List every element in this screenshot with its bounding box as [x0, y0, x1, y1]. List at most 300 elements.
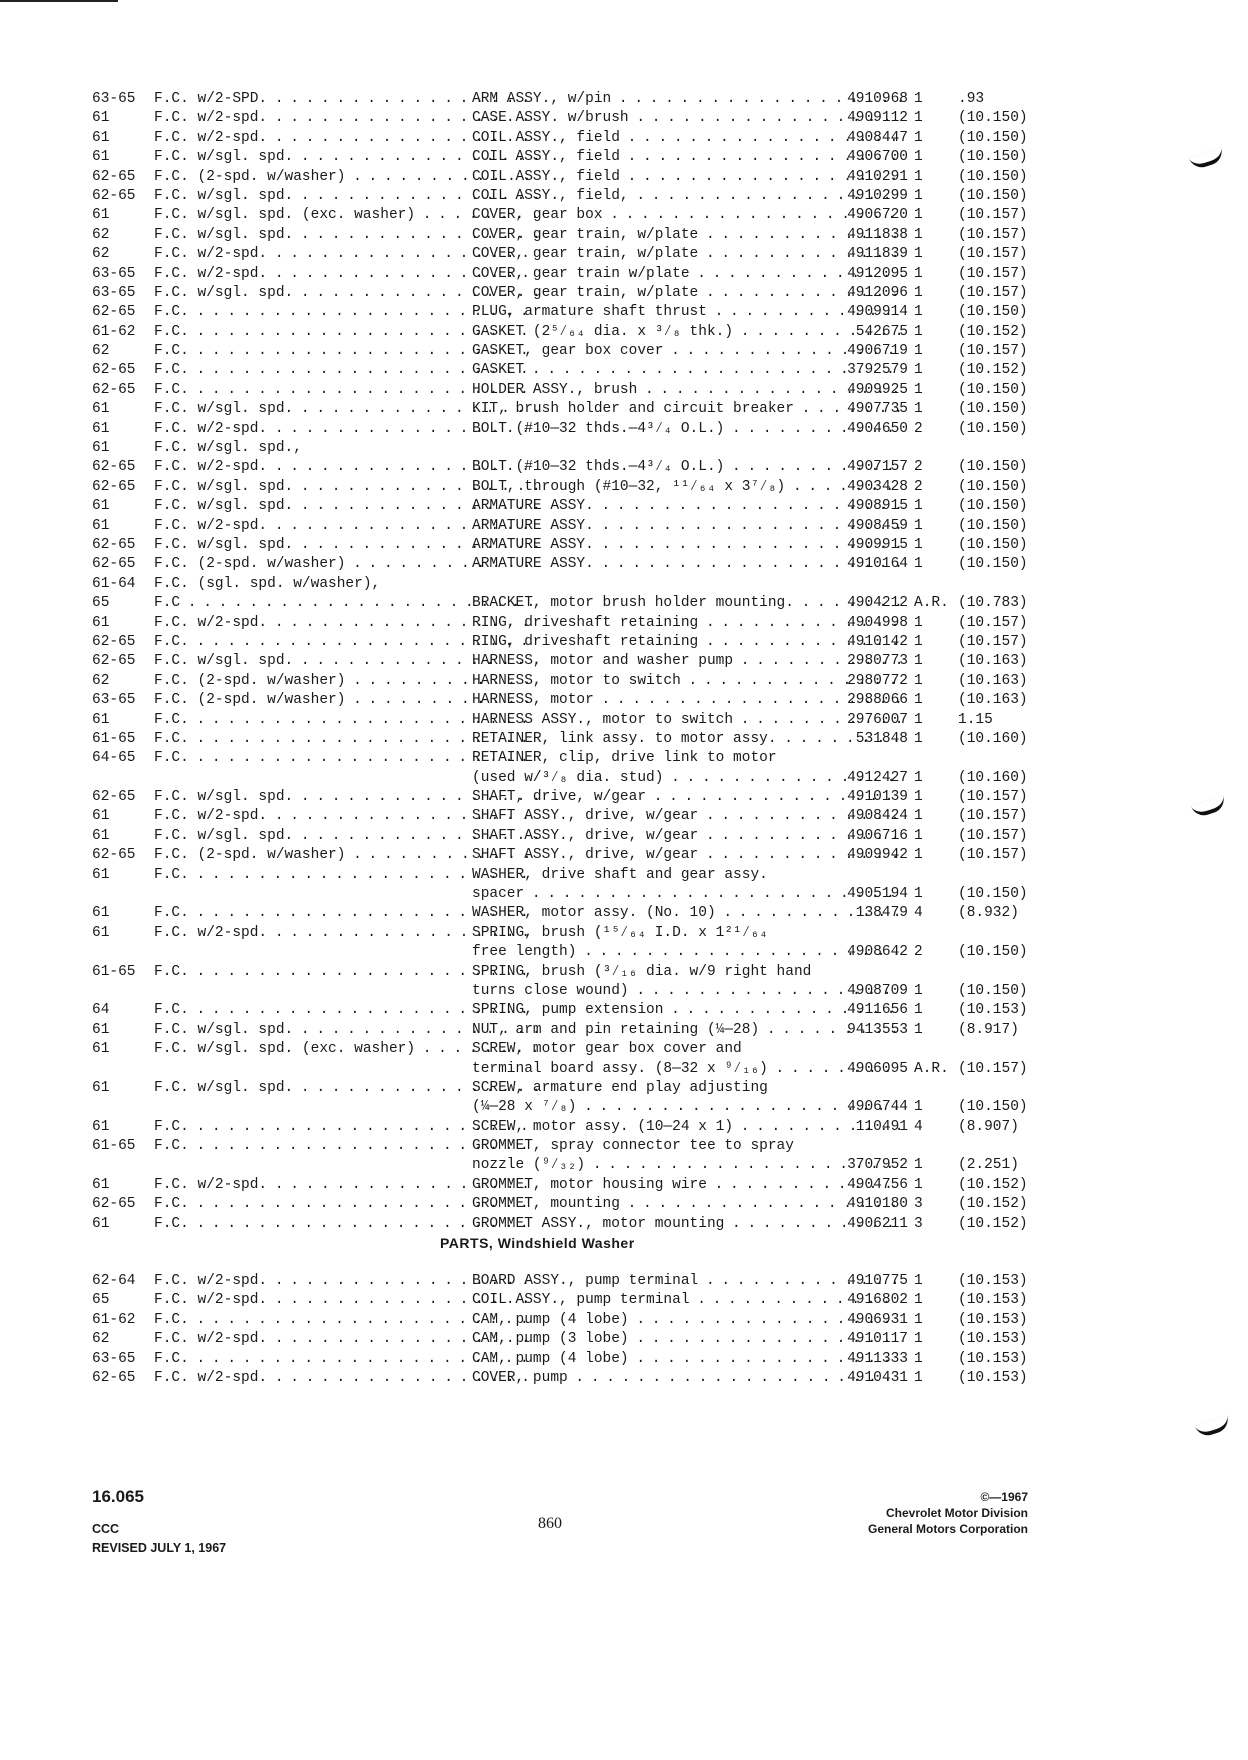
- model-cell: F.C. w/2-spd. . . .: [154, 1272, 538, 1291]
- table-row: [92, 904, 1019, 923]
- binder-hole-mark: [1189, 147, 1226, 171]
- quantity-cell: 1: [914, 110, 923, 127]
- description-cell: COIL ASSY., pump terminal . . .: [472, 1291, 902, 1310]
- part-number-cell: 3707952: [847, 1157, 908, 1174]
- group-cell: (10.157): [958, 226, 1028, 243]
- year-cell: 63-65: [92, 91, 136, 107]
- table-row: [92, 148, 1028, 167]
- model-cell: F.C. w/sgl. spd. (exc. washer) . . .: [154, 206, 538, 225]
- quantity-cell: 1: [914, 187, 923, 204]
- quantity-cell: 1: [914, 284, 923, 301]
- group-cell: (10.150): [958, 517, 1028, 534]
- model-cell: F.C. w/2-spd. . . .: [154, 458, 538, 477]
- description-cell: (used w/³⁄₈ dia. stud) . . .: [472, 769, 902, 788]
- group-cell: .93: [958, 91, 985, 107]
- year-cell: 62-65: [92, 789, 136, 806]
- part-number-cell: 4903428: [847, 478, 908, 495]
- table-row: [92, 846, 1028, 865]
- quantity-cell: A.R.: [914, 595, 949, 612]
- description-cell: ARMATURE ASSY. . . .: [472, 517, 902, 536]
- year-cell: 62-64: [92, 1273, 136, 1289]
- quantity-cell: 2: [914, 459, 923, 476]
- model-cell: F.C. w/sgl. spd. . . .: [154, 497, 538, 516]
- description-cell: WASHER, drive shaft and gear assy.: [472, 866, 768, 883]
- year-cell: 62-65: [92, 633, 136, 650]
- quantity-cell: 2: [914, 420, 923, 437]
- quantity-cell: 1: [914, 207, 923, 224]
- quantity-cell: 1: [914, 982, 923, 999]
- year-cell: 61: [92, 1021, 110, 1038]
- table-row: [92, 575, 1012, 594]
- table-row: [92, 400, 1028, 419]
- year-cell: 61: [92, 149, 110, 166]
- group-cell: (10.150): [958, 304, 1028, 321]
- group-cell: (10.160): [958, 730, 1028, 747]
- model-cell: F.C. w/sgl. spd. . . .: [154, 827, 538, 846]
- year-cell: 61: [92, 1118, 110, 1135]
- model-cell: F.C. w/2-spd. . . .: [154, 1330, 538, 1349]
- quantity-cell: 1: [914, 1292, 923, 1309]
- table-row: [92, 1079, 1012, 1098]
- table-row: [92, 1040, 1012, 1059]
- description-cell: HARNESS, motor . . .: [472, 691, 902, 710]
- model-cell: F.C. w/2-spd. . . .: [154, 109, 538, 128]
- table-row: [92, 90, 1012, 109]
- model-cell: F.C. w/2-spd. . . .: [154, 1291, 538, 1310]
- group-cell: (10.150): [958, 556, 1028, 573]
- part-number-cell: 4911656: [847, 1002, 908, 1019]
- table-row: [92, 982, 1028, 1001]
- description-cell: spacer . . .: [472, 885, 902, 904]
- description-cell: BRACKET, motor brush holder mounting. . . .: [472, 594, 902, 613]
- year-cell: 61: [92, 129, 110, 146]
- table-row: [92, 284, 1028, 303]
- model-cell: F.C. w/sgl. spd. . . .: [154, 788, 538, 807]
- year-cell: 61: [92, 1079, 110, 1096]
- group-cell: (10.150): [958, 944, 1028, 961]
- year-cell: 63-65: [92, 692, 136, 709]
- year-cell: 61: [92, 614, 110, 631]
- model-cell: F.C. w/sgl. spd. . . .: [154, 652, 538, 671]
- part-number-cell: 4910142: [847, 633, 908, 650]
- group-cell: (2.251): [958, 1157, 1019, 1174]
- description-cell: WASHER, motor assy. (No. 10) . . .: [472, 904, 902, 923]
- table-row: [92, 788, 1028, 807]
- group-cell: (10.152): [958, 1215, 1028, 1232]
- model-cell: F.C. w/sgl. spd. . . .: [154, 1079, 538, 1098]
- quantity-cell: 1: [914, 1273, 923, 1289]
- part-number-cell: 4908915: [847, 498, 908, 515]
- table-row: [92, 226, 1028, 245]
- year-cell: 62: [92, 1331, 110, 1348]
- model-cell: F.C. w/sgl. spd. . . .: [154, 148, 538, 167]
- group-cell: (10.150): [958, 149, 1028, 166]
- part-number-cell: 4910180: [847, 1196, 908, 1213]
- year-cell: 62: [92, 343, 110, 360]
- year-cell: 64-65: [92, 750, 136, 767]
- year-cell: 65: [92, 1292, 110, 1309]
- part-number-cell: 4911333: [847, 1350, 908, 1367]
- model-cell: F.C. . . .: [154, 1118, 538, 1137]
- table-row: [92, 1021, 1019, 1040]
- part-number-cell: 4908642: [847, 944, 908, 961]
- model-cell: F.C. w/sgl. spd. . . .: [154, 284, 538, 303]
- group-cell: (10.150): [958, 982, 1028, 999]
- model-cell: F.C. . . .: [154, 323, 538, 342]
- part-number-cell: 9413553: [847, 1021, 908, 1038]
- part-number-cell: 4910139: [847, 789, 908, 806]
- quantity-cell: 1: [914, 769, 923, 786]
- binder-hole-mark: [1191, 795, 1228, 819]
- group-cell: (10.153): [958, 1273, 1028, 1289]
- part-number-cell: 4916802: [847, 1292, 908, 1309]
- part-number-cell: 4910164: [847, 556, 908, 573]
- table-row: [92, 1176, 1028, 1195]
- quantity-cell: 1: [914, 1331, 923, 1348]
- quantity-cell: 1: [914, 789, 923, 806]
- part-number-cell: 4910775: [847, 1273, 908, 1289]
- table-row: [92, 265, 1028, 284]
- part-number-cell: 4906719: [847, 343, 908, 360]
- part-number-cell: 2980773: [847, 653, 908, 670]
- description-cell: GROMMET, motor housing wire . . .: [472, 1176, 902, 1195]
- group-cell: (10.157): [958, 633, 1028, 650]
- table-row: [92, 109, 1028, 128]
- quantity-cell: A.R.: [914, 1060, 949, 1077]
- part-number-cell: 110491: [855, 1118, 908, 1135]
- group-cell: (10.157): [958, 343, 1028, 360]
- quantity-cell: 1: [914, 149, 923, 166]
- year-cell: 61-65: [92, 730, 136, 747]
- description-cell: free length) . . .: [472, 943, 902, 962]
- model-cell: F.C. w/2-spd. . . .: [154, 517, 538, 536]
- quantity-cell: 1: [914, 362, 923, 379]
- quantity-cell: 1: [914, 381, 923, 398]
- part-number-cell: 4912096: [847, 284, 908, 301]
- quantity-cell: 1: [914, 614, 923, 631]
- group-cell: (8.907): [958, 1118, 1019, 1135]
- part-number-cell: 4906931: [847, 1311, 908, 1328]
- table-row: [92, 555, 1028, 574]
- quantity-cell: 1: [914, 1099, 923, 1116]
- model-cell: F.C. (2-spd. w/washer) . . .: [154, 168, 538, 187]
- year-cell: 61: [92, 711, 110, 728]
- year-cell: 61: [92, 420, 110, 437]
- table-row: [92, 439, 1012, 458]
- model-cell: F.C. . . .: [154, 1215, 538, 1234]
- year-cell: 61: [92, 866, 110, 883]
- table-row: [92, 1215, 1028, 1234]
- year-cell: 61-64: [92, 575, 136, 592]
- year-cell: 62-65: [92, 536, 136, 553]
- part-number-cell: 2988066: [847, 692, 908, 709]
- group-cell: (10.152): [958, 1196, 1028, 1213]
- quantity-cell: 1: [914, 1350, 923, 1367]
- group-cell: (10.157): [958, 614, 1028, 631]
- part-number-cell: 2976007: [847, 711, 908, 728]
- group-cell: (10.150): [958, 886, 1028, 903]
- description-cell: SCREW, motor gear box cover and: [472, 1041, 742, 1058]
- part-number-cell: 4909915: [847, 536, 908, 553]
- table-row: [92, 1137, 1012, 1156]
- table-row: [92, 478, 1028, 497]
- table-row: [92, 730, 1028, 749]
- year-cell: 61: [92, 924, 110, 941]
- year-cell: 61: [92, 1041, 110, 1058]
- table-row: [92, 924, 1012, 943]
- model-cell: F.C. . . .: [154, 1311, 538, 1330]
- part-number-cell: 4912427: [847, 769, 908, 786]
- description-cell: CAM, pump (4 lobe) . . .: [472, 1311, 902, 1330]
- group-cell: (10.153): [958, 1369, 1028, 1386]
- description-cell: nozzle (⁹⁄₃₂) . . .: [472, 1156, 902, 1175]
- group-cell: (10.157): [958, 207, 1028, 224]
- table-row: [92, 1330, 1028, 1349]
- group-cell: (10.150): [958, 498, 1028, 515]
- model-cell: F.C. . . .: [154, 730, 538, 749]
- model-cell: F.C. w/sgl. spd. . . .: [154, 1021, 538, 1040]
- table-row: [92, 129, 1028, 148]
- group-cell: (10.163): [958, 692, 1028, 709]
- table-row: [92, 672, 1028, 691]
- quantity-cell: 1: [914, 1021, 923, 1038]
- year-cell: 64: [92, 1002, 110, 1019]
- quantity-cell: 1: [914, 653, 923, 670]
- description-cell: ARMATURE ASSY. . . .: [472, 555, 902, 574]
- year-cell: 62-65: [92, 381, 136, 398]
- table-row: [92, 517, 1028, 536]
- quantity-cell: 1: [914, 556, 923, 573]
- table-row: [92, 885, 1028, 904]
- year-cell: 61: [92, 1176, 110, 1193]
- group-cell: (10.160): [958, 769, 1028, 786]
- group-cell: (10.150): [958, 187, 1028, 204]
- group-cell: (10.157): [958, 847, 1028, 864]
- part-number-cell: 4908447: [847, 129, 908, 146]
- group-cell: (10.157): [958, 827, 1028, 844]
- quantity-cell: 1: [914, 827, 923, 844]
- description-cell: GROMMET ASSY., motor mounting . . .: [472, 1215, 902, 1234]
- part-number-cell: 542675: [855, 323, 908, 340]
- description-cell: COVER, gear train, w/plate . . .: [472, 226, 902, 245]
- year-cell: 62-65: [92, 478, 136, 495]
- model-cell: F.C. . . .: [154, 303, 538, 322]
- table-row: [92, 245, 1028, 264]
- model-cell: F.C. . . .: [154, 1137, 538, 1156]
- group-cell: (10.153): [958, 1002, 1028, 1019]
- year-cell: 62-65: [92, 653, 136, 670]
- group-cell: (10.157): [958, 1060, 1028, 1077]
- group-cell: (10.152): [958, 1176, 1028, 1193]
- quantity-cell: 1: [914, 517, 923, 534]
- quantity-cell: 4: [914, 905, 923, 922]
- description-cell: RETAINER, link assy. to motor assy. . . .: [472, 730, 902, 749]
- description-cell: COVER, pump . . .: [472, 1369, 902, 1388]
- quantity-cell: 1: [914, 692, 923, 709]
- description-cell: SHAFT ASSY., drive, w/gear . . .: [472, 827, 902, 846]
- year-cell: 61: [92, 110, 110, 127]
- group-cell: (10.153): [958, 1292, 1028, 1309]
- model-cell: F.C. w/sgl. spd. . . .: [154, 400, 538, 419]
- catalog-code: 16.065: [92, 1487, 144, 1506]
- table-row: [92, 458, 1028, 477]
- year-cell: 61: [92, 1215, 110, 1232]
- description-cell: COIL ASSY., field . . .: [472, 168, 902, 187]
- part-number-cell: 4905194: [847, 886, 908, 903]
- description-cell: RETAINER, clip, drive link to motor: [472, 750, 777, 767]
- description-cell: COVER, gear train, w/plate . . .: [472, 245, 902, 264]
- table-row: [92, 420, 1028, 439]
- group-cell: (10.150): [958, 478, 1028, 495]
- part-number-cell: 4906720: [847, 207, 908, 224]
- table-row: [92, 1291, 1028, 1310]
- group-cell: (10.783): [958, 595, 1028, 612]
- model-cell: F.C. (2-spd. w/washer) . . .: [154, 691, 538, 710]
- model-cell: F.C. w/sgl. spd.,: [154, 440, 302, 457]
- quantity-cell: 1: [914, 498, 923, 515]
- description-cell: SPRING, pump extension . . .: [472, 1001, 902, 1020]
- copyright: ©—1967: [980, 1490, 1028, 1504]
- year-cell: 61: [92, 905, 110, 922]
- description-cell: HARNESS, motor to switch . . .: [472, 672, 902, 691]
- description-cell: BOLT (#10—32 thds.—4³⁄₄ O.L.) . . .: [472, 458, 902, 477]
- table-row: [92, 1060, 1028, 1079]
- part-number-cell: 4909942: [847, 847, 908, 864]
- description-cell: COIL ASSY., field . . .: [472, 129, 902, 148]
- description-cell: SHAFT, drive, w/gear . . .: [472, 788, 902, 807]
- description-cell: COIL ASSY., field . . .: [472, 148, 902, 167]
- table-row: [92, 866, 1012, 885]
- table-row: [92, 361, 1028, 380]
- part-number-cell: 3792579: [847, 362, 908, 379]
- corporation-name: General Motors Corporation: [867, 1522, 1028, 1536]
- group-cell: (10.150): [958, 459, 1028, 476]
- section-title: PARTS, Windshield Washer: [440, 1235, 635, 1251]
- group-cell: (10.157): [958, 789, 1028, 806]
- table-row: [92, 1272, 1028, 1291]
- quantity-cell: 1: [914, 91, 923, 107]
- group-cell: (10.150): [958, 420, 1028, 437]
- model-cell: F.C. . . .: [154, 381, 538, 400]
- quantity-cell: 1: [914, 633, 923, 650]
- part-number-cell: 4906744: [847, 1099, 908, 1116]
- year-cell: 61: [92, 827, 110, 844]
- quantity-cell: 1: [914, 265, 923, 282]
- group-cell: (10.150): [958, 536, 1028, 553]
- group-cell: (10.163): [958, 653, 1028, 670]
- description-cell: GROMMET, mounting . . .: [472, 1195, 902, 1214]
- description-cell: SPRING, brush (³⁄₁₆ dia. w/9 right hand: [472, 963, 812, 980]
- table-row: [92, 536, 1028, 555]
- table-row: [92, 711, 1012, 730]
- ccc-label: CCC: [92, 1522, 120, 1536]
- year-cell: 61: [92, 517, 110, 534]
- quantity-cell: 1: [914, 808, 923, 825]
- part-number-cell: 531848: [855, 730, 908, 747]
- model-cell: F.C. . . .: [154, 1350, 538, 1369]
- table-row: [92, 807, 1028, 826]
- table-row: [92, 652, 1028, 671]
- quantity-cell: 1: [914, 672, 923, 689]
- model-cell: F.C. (2-spd. w/washer) . . .: [154, 672, 538, 691]
- table-row: [92, 749, 1012, 768]
- year-cell: 62-65: [92, 168, 136, 185]
- part-number-cell: 4911839: [847, 246, 908, 263]
- revised-date: REVISED JULY 1, 1967: [92, 1541, 227, 1555]
- part-number-cell: 4909925: [847, 381, 908, 398]
- description-cell: GASKET (2⁵⁄₆₄ dia. x ³⁄₈ thk.) . . .: [472, 323, 902, 342]
- part-number-cell: 4910968: [847, 91, 908, 107]
- model-cell: F.C. . . .: [154, 633, 538, 652]
- description-cell: RING, driveshaft retaining . . .: [472, 614, 902, 633]
- model-cell: F.C. w/sgl. spd. . . .: [154, 478, 538, 497]
- year-cell: 63-65: [92, 284, 136, 301]
- description-cell: BOLT (#10—32 thds.—4³⁄₄ O.L.) . . .: [472, 420, 902, 439]
- year-cell: 62-65: [92, 556, 136, 573]
- part-number-cell: 4906700: [847, 149, 908, 166]
- quantity-cell: 1: [914, 1369, 923, 1386]
- part-number-cell: 4909914: [847, 304, 908, 321]
- year-cell: 61: [92, 498, 110, 515]
- description-cell: PLUG, armature shaft thrust . . .: [472, 303, 902, 322]
- year-cell: 62-65: [92, 847, 136, 864]
- windshield-washer-parts-list: [92, 1272, 1028, 1388]
- year-cell: 62-65: [92, 1196, 136, 1213]
- description-cell: ARMATURE ASSY. . . .: [472, 536, 902, 555]
- quantity-cell: 1: [914, 730, 923, 747]
- model-cell: F.C. w/2-spd. . . .: [154, 1176, 538, 1195]
- model-cell: F.C. w/sgl. spd. . . .: [154, 187, 538, 206]
- model-cell: F.C. w/2-spd. . . .: [154, 420, 538, 439]
- table-row: [92, 633, 1028, 652]
- quantity-cell: 1: [914, 1002, 923, 1019]
- description-cell: HARNESS ASSY., motor to switch . . .: [472, 711, 902, 730]
- description-cell: COVER, gear box . . .: [472, 206, 902, 225]
- quantity-cell: 1: [914, 401, 923, 418]
- description-cell: HOLDER ASSY., brush . . .: [472, 381, 902, 400]
- table-row: [92, 1369, 1028, 1388]
- group-cell: (10.150): [958, 168, 1028, 185]
- group-cell: 1.15: [958, 711, 993, 728]
- description-cell: CASE ASSY. w/brush . . .: [472, 109, 902, 128]
- year-cell: 61-65: [92, 1138, 136, 1155]
- table-row: [92, 1001, 1028, 1020]
- model-cell: F.C. . . .: [154, 711, 538, 730]
- year-cell: 62: [92, 226, 110, 243]
- part-number-cell: 4909112: [847, 110, 908, 127]
- year-cell: 62-65: [92, 187, 136, 204]
- model-cell: F.C. w/2-spd. . . .: [154, 924, 538, 943]
- table-row: [92, 827, 1028, 846]
- quantity-cell: 3: [914, 1196, 923, 1213]
- quantity-cell: 4: [914, 1118, 923, 1135]
- table-row: [92, 168, 1028, 187]
- model-cell: F.C. w/2-SPD. . . .: [154, 90, 538, 109]
- page-number: 860: [538, 1515, 562, 1532]
- description-cell: COIL ASSY., field, . . .: [472, 187, 902, 206]
- quantity-cell: 1: [914, 536, 923, 553]
- description-cell: GASKET, gear box cover . . .: [472, 342, 902, 361]
- quantity-cell: 1: [914, 129, 923, 146]
- table-row: [92, 187, 1028, 206]
- model-cell: F.C. . . .: [154, 361, 538, 380]
- table-row: [92, 342, 1028, 361]
- table-row: [92, 594, 1028, 613]
- part-number-cell: 4910299: [847, 187, 908, 204]
- part-number-cell: 138479: [855, 905, 908, 922]
- quantity-cell: 1: [914, 1176, 923, 1193]
- table-row: [92, 206, 1028, 225]
